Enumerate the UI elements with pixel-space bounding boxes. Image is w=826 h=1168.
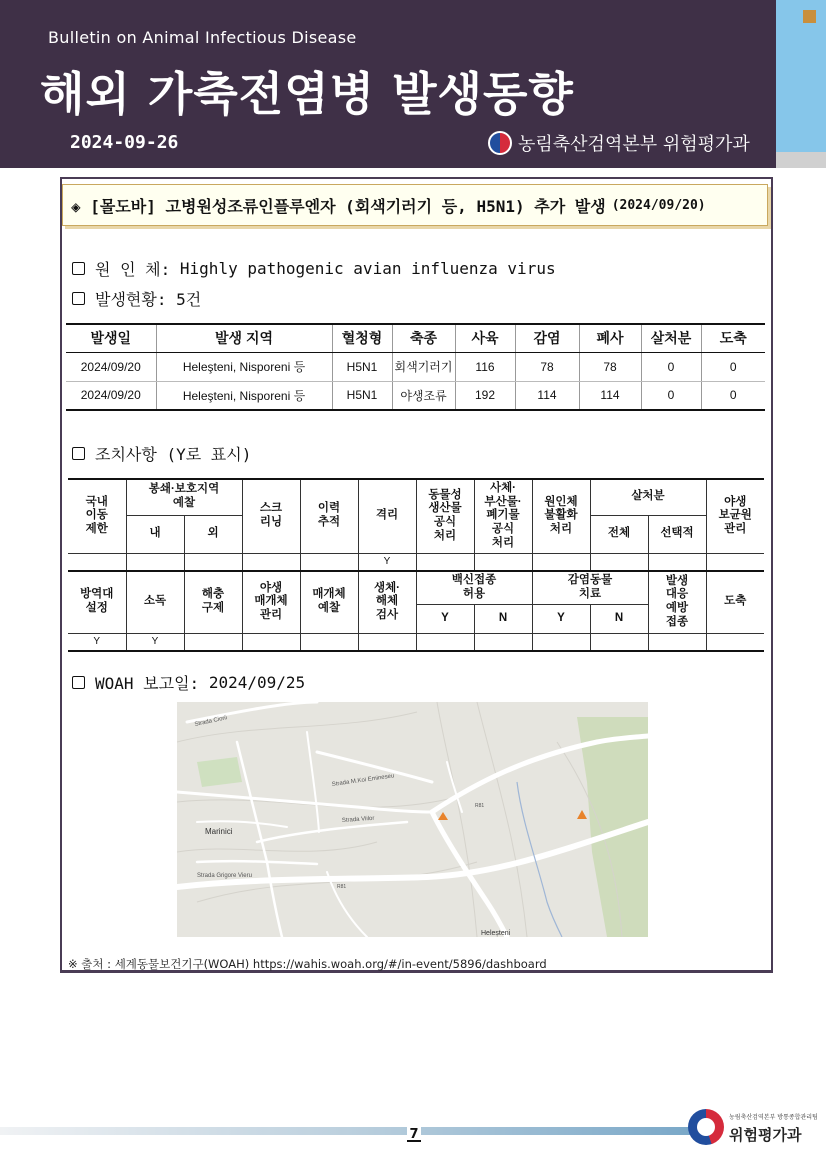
measure-value xyxy=(242,553,300,571)
measure-header: 감염동물 치료 xyxy=(532,571,648,604)
measures-label: 조치사항 (Y로 표시) xyxy=(95,445,252,464)
measure-header: 봉쇄·보호지역 예찰 xyxy=(126,479,242,515)
measure-value xyxy=(590,633,648,651)
table-row xyxy=(66,352,765,381)
table-cell: 78 xyxy=(515,352,579,381)
status-line xyxy=(72,287,201,310)
col-header: 사육 xyxy=(455,324,515,352)
source-note: ※ 출처 : 세계동물보건기구(WOAH) https://wahis.woah.org/#/in-event/5896/dashboard xyxy=(68,957,547,971)
measures-value-row-2 xyxy=(68,633,764,651)
measure-header: 야생 보균원 관리 xyxy=(706,479,764,553)
measure-value xyxy=(474,553,532,571)
checkbox-square-icon xyxy=(72,447,85,460)
table-cell: H5N1 xyxy=(332,352,392,381)
col-header: 발생일 xyxy=(66,324,156,352)
col-header: 살처분 xyxy=(641,324,701,352)
measure-header: 스크 리닝 xyxy=(242,479,300,553)
side-accent-gray xyxy=(776,152,826,168)
table-cell: 0 xyxy=(641,381,701,410)
measure-value xyxy=(242,633,300,651)
col-header: 감염 xyxy=(515,324,579,352)
map-label-road: Strada Ciorii xyxy=(194,715,228,728)
footer-org: 위험평가과 xyxy=(729,1126,802,1144)
measure-header: 생체· 해체 검사 xyxy=(358,571,416,633)
measure-header: 백신접종 허용 xyxy=(416,571,532,604)
measure-header: 선택적 xyxy=(648,515,706,553)
measure-value: Y xyxy=(358,553,416,571)
measures-table xyxy=(68,478,764,652)
measure-value xyxy=(706,553,764,571)
table-cell: 116 xyxy=(455,352,515,381)
measure-value xyxy=(416,553,474,571)
map-label-town: Heleșteni xyxy=(481,930,511,937)
section-title-text: ◈ [몰도바] 고병원성조류인플루엔자 (회색기러기 등, H5N1) 추가 발생 xyxy=(71,196,606,216)
map-svg xyxy=(177,702,648,937)
measure-value xyxy=(68,553,126,571)
measure-value xyxy=(300,553,358,571)
map-label-road: Strada M.Koi Emineseu xyxy=(331,773,395,788)
table-cell: H5N1 xyxy=(332,381,392,410)
measure-value xyxy=(184,553,242,571)
measure-header: 도축 xyxy=(706,571,764,633)
measure-header: 방역대 설정 xyxy=(68,571,126,633)
outbreak-map xyxy=(177,702,648,937)
footer-org-small: 농림축산검역본부 방통종합관리팀 xyxy=(729,1114,818,1121)
checkbox-square-icon xyxy=(72,262,85,275)
pathogen-line xyxy=(72,257,556,280)
measure-header: 해충 구제 xyxy=(184,571,242,633)
map-label-road: Strada Viilor xyxy=(341,815,375,824)
taegeuk-logo-icon xyxy=(688,1109,724,1145)
measure-value xyxy=(300,633,358,651)
table-cell: 78 xyxy=(579,352,641,381)
measure-header: 전체 xyxy=(590,515,648,553)
measure-value xyxy=(532,553,590,571)
measures-value-row-1 xyxy=(68,553,764,571)
table-header-row xyxy=(66,324,765,352)
measure-header: Y xyxy=(416,604,474,633)
measure-value xyxy=(532,633,590,651)
status-label: 발생현황: xyxy=(95,290,177,309)
measures-line xyxy=(72,442,251,465)
table-cell: 야생조류 xyxy=(392,381,455,410)
page-number: 7 xyxy=(407,1127,421,1142)
section-title xyxy=(62,184,768,226)
table-cell: 2024/09/20 xyxy=(66,381,156,410)
woah-line xyxy=(72,671,305,694)
pathogen-label: 원 인 체: xyxy=(95,260,180,279)
table-cell: 회색기러기 xyxy=(392,352,455,381)
woah-label: WOAH 보고일: xyxy=(95,674,209,693)
measure-value xyxy=(706,633,764,651)
measure-header: 매개체 예찰 xyxy=(300,571,358,633)
measures-header-row-2 xyxy=(68,571,764,604)
measure-header: N xyxy=(590,604,648,633)
bulletin-subtitle: Bulletin on Animal Infectious Disease xyxy=(48,28,357,47)
col-header: 폐사 xyxy=(579,324,641,352)
col-header: 도축 xyxy=(701,324,765,352)
page-title: 해외 가축전염병 발생동향 xyxy=(40,67,574,121)
col-header: 발생 지역 xyxy=(156,324,332,352)
measure-value: Y xyxy=(126,633,184,651)
table-cell: 0 xyxy=(701,352,765,381)
measure-header: 격리 xyxy=(358,479,416,553)
corner-square xyxy=(803,10,816,23)
map-label-road: Strada Grigore Vieru xyxy=(197,873,252,879)
measure-header: 국내 이동 제한 xyxy=(68,479,126,553)
measures-header-row-1 xyxy=(68,479,764,515)
col-header: 혈청형 xyxy=(332,324,392,352)
measure-header: 내 xyxy=(126,515,184,553)
table-cell: Heleşteni, Nisporeni 등 xyxy=(156,381,332,410)
map-label-route: R81 xyxy=(475,803,485,809)
outbreak-table xyxy=(66,323,765,411)
header-org-label: 농림축산검역본부 위험평가과 xyxy=(518,134,750,155)
table-cell: 0 xyxy=(641,352,701,381)
header-org xyxy=(488,130,750,156)
table-cell: 114 xyxy=(515,381,579,410)
section-title-date: (2024/09/20) xyxy=(611,197,706,213)
taegeuk-logo-icon xyxy=(488,131,512,155)
measure-header: Y xyxy=(532,604,590,633)
status-value: 5건 xyxy=(176,290,202,309)
measure-header: 소독 xyxy=(126,571,184,633)
table-cell: Heleşteni, Nisporeni 등 xyxy=(156,352,332,381)
woah-value: 2024/09/25 xyxy=(208,673,306,692)
issue-date: 2024-09-26 xyxy=(70,132,179,153)
side-accent xyxy=(776,0,826,152)
measure-value xyxy=(648,553,706,571)
measure-value xyxy=(358,633,416,651)
measure-value xyxy=(416,633,474,651)
measure-header: N xyxy=(474,604,532,633)
measure-value xyxy=(590,553,648,571)
measure-header: 살처분 xyxy=(590,479,706,515)
measure-header: 야생 매개체 관리 xyxy=(242,571,300,633)
pathogen-value: Highly pathogenic avian influenza virus xyxy=(179,259,556,278)
table-cell: 114 xyxy=(579,381,641,410)
footer-bar xyxy=(0,1127,690,1135)
measure-header: 외 xyxy=(184,515,242,553)
table-cell: 192 xyxy=(455,381,515,410)
measure-value xyxy=(126,553,184,571)
measure-header: 사체· 부산물· 폐기물 공식 처리 xyxy=(474,479,532,553)
checkbox-square-icon xyxy=(72,676,85,689)
col-header: 축종 xyxy=(392,324,455,352)
measure-header: 이력 추적 xyxy=(300,479,358,553)
table-row xyxy=(66,381,765,410)
measure-value xyxy=(184,633,242,651)
map-label-route: R81 xyxy=(337,884,347,890)
table-cell: 0 xyxy=(701,381,765,410)
measure-header: 동물성 생산물 공식 처리 xyxy=(416,479,474,553)
measure-header: 원인체 불활화 처리 xyxy=(532,479,590,553)
checkbox-square-icon xyxy=(72,292,85,305)
measure-value xyxy=(474,633,532,651)
measure-header: 발생 대응 예방 접종 xyxy=(648,571,706,633)
measure-value xyxy=(648,633,706,651)
map-label-town: Marinici xyxy=(205,827,233,836)
measure-value: Y xyxy=(68,633,126,651)
table-cell: 2024/09/20 xyxy=(66,352,156,381)
